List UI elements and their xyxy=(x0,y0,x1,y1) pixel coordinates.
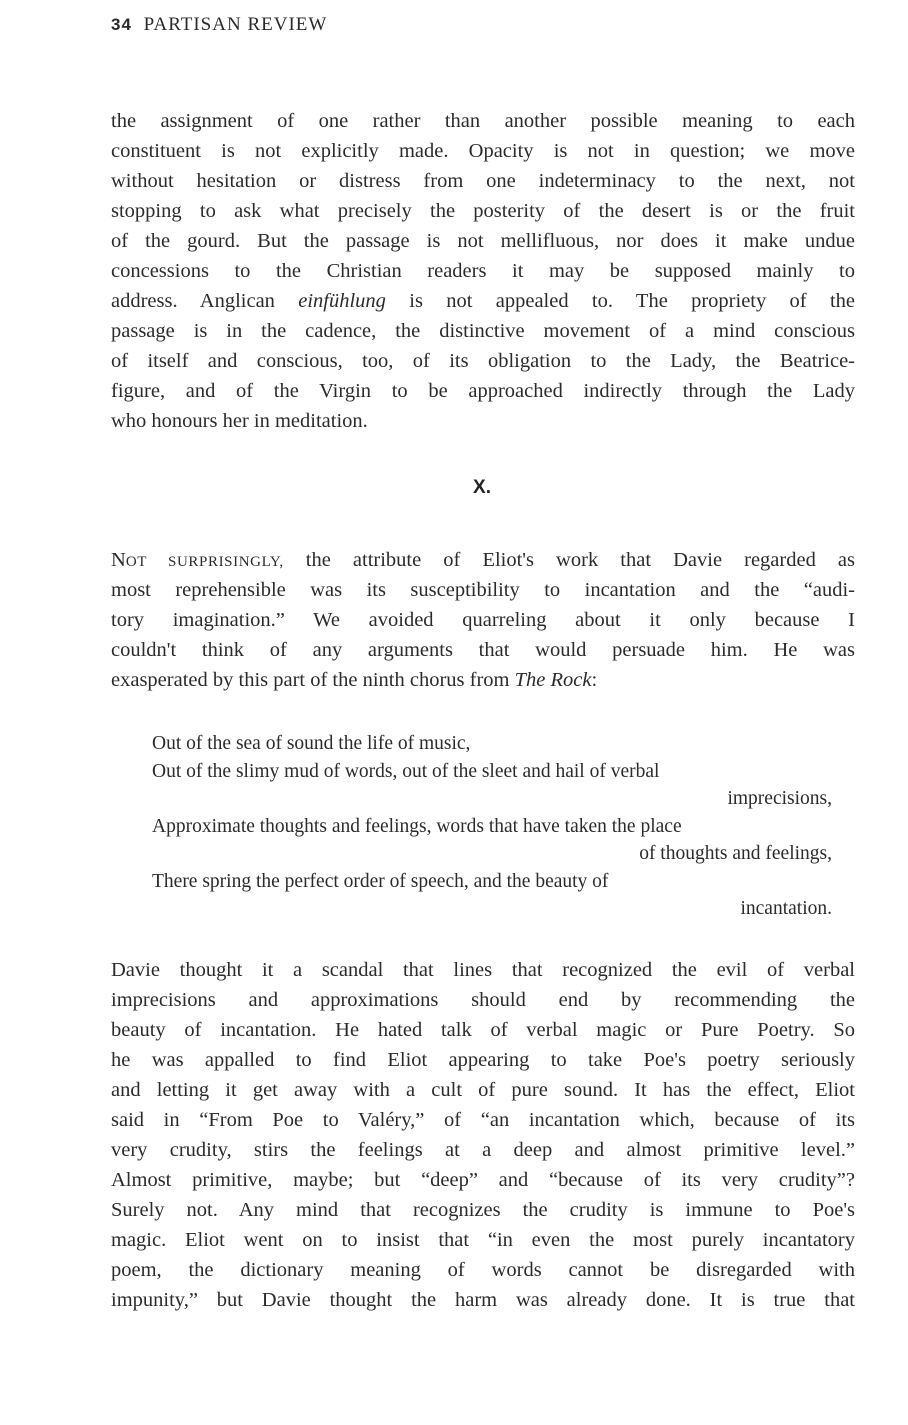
text-line: of the gourd. But the passage is not mellifluous, nor does it make undue xyxy=(111,230,855,252)
text-line: magic. Eliot went on to insist that “in even the most purely incantatory xyxy=(111,1229,855,1251)
drop-letter: N xyxy=(111,549,126,571)
text-line: very crudity, stirs the feelings at a deep and almost primitive level.” xyxy=(111,1139,855,1161)
running-head xyxy=(111,14,327,36)
poem-turnover-line: of thoughts and feelings, xyxy=(639,843,832,864)
poem-quotation xyxy=(152,730,832,923)
poem-line: Approximate thoughts and feelings, words that have taken the place xyxy=(152,815,682,837)
text-line: the assignment of one rather than another possible meaning to each xyxy=(111,110,855,132)
paragraph-2 xyxy=(111,545,855,695)
text-line: and letting it get away with a cult of pure sound. It has the effect, Eliot xyxy=(111,1079,855,1101)
poem-line: There spring the perfect order of speech, and the beauty of xyxy=(152,870,609,892)
text-line: of itself and conscious, too, of its obligation to the Lady, the Beatrice- xyxy=(111,350,855,372)
text-run: the attribute of Eliot's work that Davie regarded as xyxy=(283,549,855,571)
paragraph-1 xyxy=(111,106,855,436)
text-line: imprecisions and approximations should end by recommending the xyxy=(111,989,855,1011)
text-line: without hesitation or distress from one indeterminacy to the next, not xyxy=(111,170,855,192)
text-line: stopping to ask what precisely the posterity of the desert is or the fruit xyxy=(111,200,855,222)
opening-words xyxy=(111,549,284,571)
text-run: address. Anglican xyxy=(111,290,299,312)
text-line: figure, and of the Virgin to be approached indirectly through the Lady xyxy=(111,380,855,402)
journal-title: PARTISAN REVIEW xyxy=(143,14,328,35)
section-number: X. xyxy=(473,477,491,498)
text-line: poem, the dictionary meaning of words cannot be disregarded with xyxy=(111,1259,855,1281)
italic-title: The Rock xyxy=(514,669,592,691)
text-line: beauty of incantation. He hated talk of verbal magic or Pure Poetry. So xyxy=(111,1019,855,1041)
text-line: Almost primitive, maybe; but “deep” and “because of its very crudity”? xyxy=(111,1169,855,1191)
text-line: said in “From Poe to Valéry,” of “an incantation which, because of its xyxy=(111,1109,855,1131)
text-line: tory imagination.” We avoided quarreling about it only because I xyxy=(111,609,855,631)
page-number: 34 xyxy=(111,15,132,34)
text-line: who honours her in meditation. xyxy=(111,410,368,432)
text-line: couldn't think of any arguments that would persuade him. He was xyxy=(111,639,855,661)
smallcaps-text: OT SURPRISINGLY, xyxy=(125,554,284,570)
text-line: impunity,” but Davie thought the harm was already done. It is true that xyxy=(111,1289,855,1311)
paragraph-3 xyxy=(111,955,855,1315)
poem-turnover-line: incantation. xyxy=(740,898,832,919)
poem-turnover-line: imprecisions, xyxy=(727,788,832,809)
text-line: he was appalled to find Eliot appearing to take Poe's poetry seriously xyxy=(111,1049,855,1071)
poem-line: Out of the slimy mud of words, out of the sleet and hail of verbal xyxy=(152,760,660,782)
text-line: concessions to the Christian readers it may be supposed mainly to xyxy=(111,260,855,282)
text-line xyxy=(111,286,855,316)
text-line: Davie thought it a scandal that lines that recognized the evil of verbal xyxy=(111,959,855,981)
italic-term: einfühlung xyxy=(298,290,386,312)
text-run: exasperated by this part of the ninth chorus from xyxy=(111,669,515,691)
text-line xyxy=(111,665,855,695)
text-line: most reprehensible was its susceptibility to incantation and the “audi- xyxy=(111,579,855,601)
text-run: is not appealed to. The propriety of the xyxy=(385,290,855,312)
text-line xyxy=(111,545,855,575)
text-line: passage is in the cadence, the distinctive movement of a mind conscious xyxy=(111,320,855,342)
text-run: : xyxy=(591,669,598,691)
text-line: constituent is not explicitly made. Opacity is not in question; we move xyxy=(111,140,855,162)
text-line: Surely not. Any mind that recognizes the crudity is immune to Poe's xyxy=(111,1199,855,1221)
poem-line: Out of the sea of sound the life of music, xyxy=(152,733,471,754)
